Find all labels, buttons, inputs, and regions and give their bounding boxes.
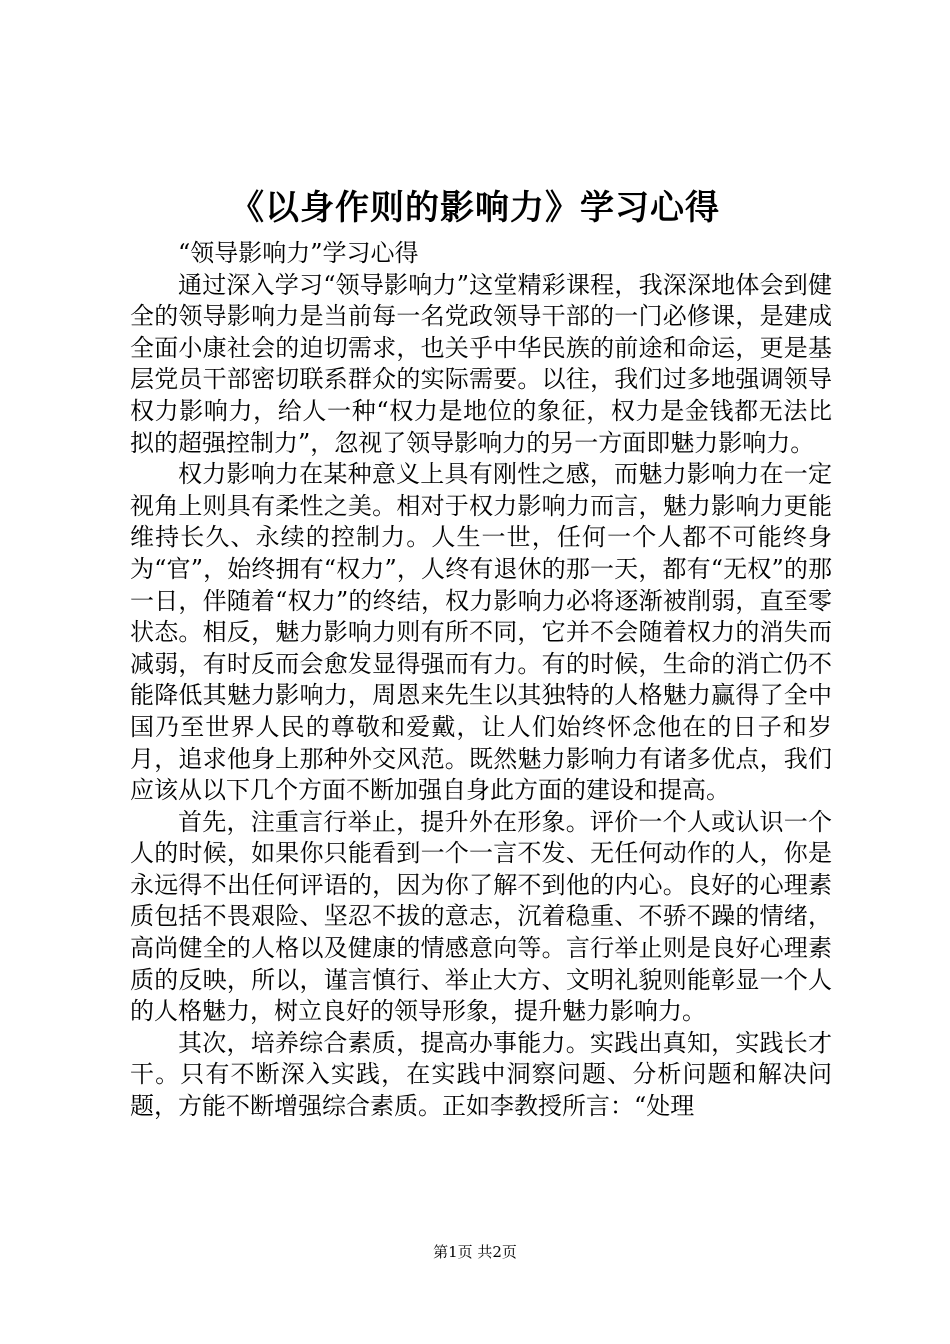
paragraph-subtitle: “领导影响力”学习心得 (178, 239, 419, 267)
paragraph: 权力影响力在某种意义上具有刚性之感，而魅力影响力在一定视角上则具有柔性之美。相对于权力影响力而言，魅力影响力更能维持长久、永续的控制力。人生一世，任何一个人都不可能终身为“官”，始终拥有“权力”，人终有退休的那一天，都有“无权”的那一日，伴随着“权力”的终结，权力影响力必将逐渐被削弱，直至零状态。相反，魅力影响力则有所不同，它并不会随着权力的消失而减弱，有时反而会愈发显得强而有力。有的时候，生命的消亡仍不能降低其魅力影响力，周恩来先生以其独特的人格魅力赢得了全中国乃至世界人民的尊敬和爱戴，让人们始终怀念他在的日子和岁月，追求他身上那种外交风范。既然魅力影响力有诸多优点，我们应该从以下几个方面不断加强自身此方面的建设和提高。 (130, 460, 832, 805)
document-title: 《以身作则的影响力》学习心得 (230, 188, 720, 228)
document-body (130, 238, 832, 1123)
paragraph: 其次，培养综合素质，提高办事能力。实践出真知，实践长才干。只有不断深入实践，在实践中洞察问题、分析问题和解决问题，方能不断增强综合素质。正如李教授所言：“处理 (130, 1028, 832, 1121)
paragraph: 通过深入学习“领导影响力”这堂精彩课程，我深深地体会到健全的领导影响力是当前每一名党政领导干部的一门必修课，是建成全面小康社会的迫切需求，也关乎中华民族的前途和命运，更是基层党员干部密切联系群众的实际需要。以往，我们过多地强调领导权力影响力，给人一种“权力是地位的象征，权力是金钱都无法比拟的超强控制力”，忽视了领导影响力的另一方面即魅力影响力。 (130, 270, 832, 457)
page-number-footer: 第1页 共2页 (433, 1243, 517, 1261)
paragraph: 首先，注重言行举止，提升外在形象。评价一个人或认识一个人的时候，如果你只能看到一个一言不发、无任何动作的人，你是永远得不出任何评语的，因为你了解不到他的内心。良好的心理素质包括不畏艰险、坚忍不拔的意志，沉着稳重、不骄不躁的情绪，高尚健全的人格以及健康的情感意向等。言行举止则是良好心理素质的反映，所以，谨言慎行、举止大方、文明礼貌则能彰显一个人的人格魅力，树立良好的领导形象，提升魅力影响力。 (130, 807, 832, 1026)
